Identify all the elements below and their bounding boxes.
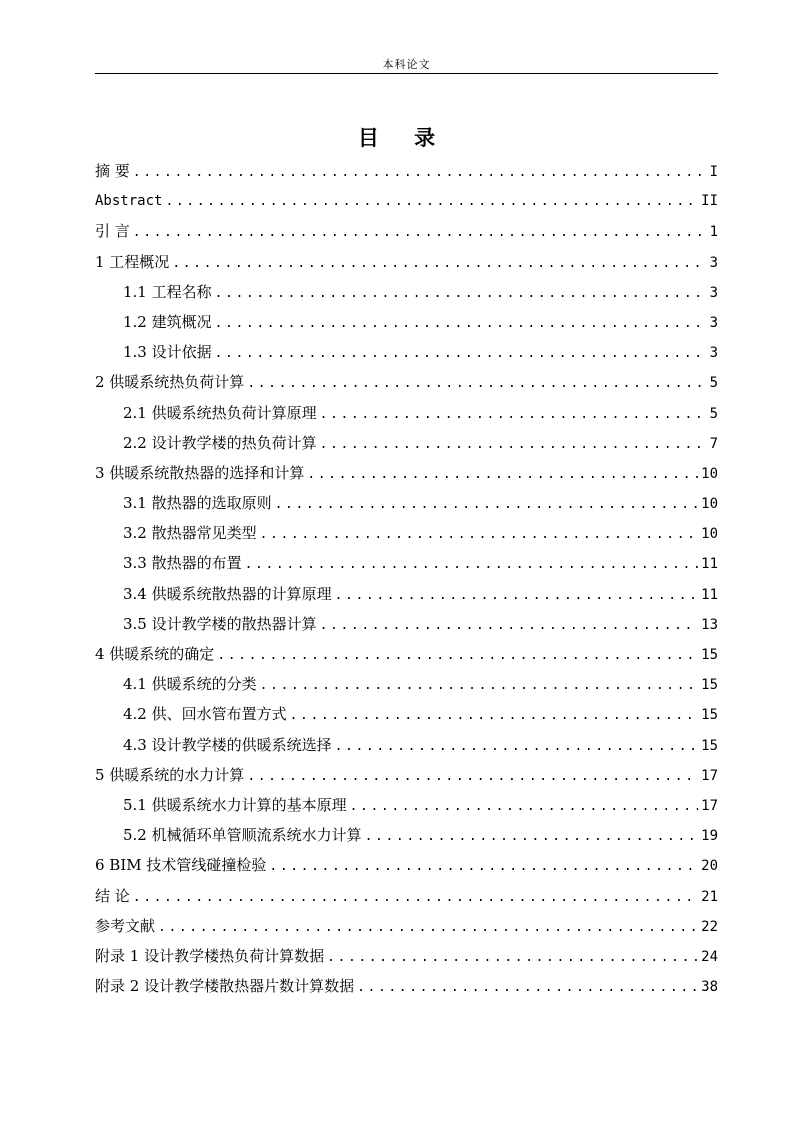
toc-dot-leader [365, 822, 699, 852]
toc-entry-label: 4.2 供、回水管布置方式 [123, 705, 287, 724]
toc-entry-label: 1 工程概况 [95, 252, 170, 271]
toc-dot-leader [335, 732, 699, 762]
toc-entry-label: 4.3 设计教学楼的供暖系统选择 [123, 735, 332, 754]
toc-entry-label: 3.4 供暖系统散热器的计算原理 [123, 584, 332, 603]
toc-entry-label: 6 BIM 技术管线碰撞检验 [95, 856, 267, 875]
toc-entry[interactable] [95, 518, 718, 548]
toc-entry-label: 2 供暖系统热负荷计算 [95, 373, 245, 392]
toc-entry-label: 2.2 设计教学楼的热负荷计算 [123, 433, 317, 452]
toc-entry-page-number: 1 [709, 224, 718, 241]
toc-entry[interactable] [95, 548, 718, 578]
toc-dot-leader [245, 550, 699, 580]
header-divider [95, 73, 718, 74]
toc-entry-page-number: 21 [701, 888, 718, 905]
toc-entry[interactable] [95, 579, 718, 609]
toc-entry-label: 附录 1 设计教学楼热负荷计算数据 [95, 946, 325, 965]
toc-entry-label: 3.5 设计教学楼的散热器计算 [123, 614, 317, 633]
toc-entry-page-number: 3 [709, 284, 718, 301]
toc-dot-leader [357, 973, 698, 1003]
toc-entry-page-number: 15 [701, 647, 718, 663]
toc-entry-page-number: 3 [709, 254, 718, 271]
toc-entry[interactable] [95, 488, 718, 518]
toc-dot-leader [158, 913, 698, 943]
toc-entry[interactable] [95, 367, 718, 397]
toc-dot-leader [350, 792, 699, 822]
toc-entry[interactable] [95, 911, 718, 941]
toc-entry[interactable] [95, 820, 718, 850]
toc-dot-leader [215, 339, 705, 369]
toc-entry-page-number: 10 [701, 465, 718, 482]
toc-entry[interactable] [95, 669, 718, 699]
toc-entry-label: 3.2 散热器常见类型 [123, 524, 257, 543]
toc-entry[interactable] [95, 428, 718, 458]
toc-dot-leader [269, 852, 698, 882]
toc-entry-label: 3.3 散热器的布置 [123, 554, 242, 573]
toc-entry-label: 1.1 工程名称 [123, 282, 212, 301]
toc-dot-leader [133, 883, 698, 913]
toc-entry-page-number: 3 [709, 345, 718, 362]
toc-entry-page-number: 7 [709, 435, 718, 452]
toc-dot-leader [275, 490, 699, 520]
toc-entry-page-number: 38 [701, 979, 718, 996]
toc-entry-label: 5.2 机械循环单管顺流系统水力计算 [123, 826, 362, 845]
toc-dot-leader [247, 762, 698, 792]
toc-entry[interactable] [95, 971, 718, 1001]
toc-entry-label: 5.1 供暖系统水力计算的基本原理 [123, 795, 347, 814]
toc-dot-leader [217, 641, 698, 671]
toc-entry-page-number: 5 [709, 405, 718, 422]
toc-entry-page-number: 22 [701, 918, 718, 935]
toc-entry[interactable] [95, 186, 718, 216]
toc-dot-leader [307, 460, 698, 490]
toc-dot-leader [165, 187, 698, 217]
toc-dot-leader [260, 520, 699, 550]
toc-dot-leader [327, 943, 698, 973]
toc-entry-page-number: 15 [701, 737, 718, 754]
toc-entry-page-number: 10 [701, 526, 718, 543]
running-header: 本科论文 [382, 58, 431, 71]
toc-entry-page-number: 19 [701, 828, 718, 845]
toc-entry[interactable] [95, 337, 718, 367]
toc-entry[interactable] [95, 307, 718, 337]
toc-entry-label: 4 供暖系统的确定 [95, 645, 215, 663]
toc-entry[interactable] [95, 609, 718, 639]
toc-dot-leader [320, 400, 705, 430]
toc-entry-label: 5 供暖系统的水力计算 [95, 765, 245, 784]
toc-entry-page-number: 15 [701, 677, 718, 694]
toc-dot-leader [215, 279, 705, 309]
toc-entry-label: 1.3 设计依据 [123, 343, 212, 362]
toc-entry-page-number: 5 [709, 375, 718, 392]
toc-entry-page-number: 15 [701, 707, 718, 724]
toc-entry-page-number: 13 [701, 616, 718, 633]
toc-entry-page-number: 20 [701, 858, 718, 875]
toc-entry-page-number: 24 [701, 948, 718, 965]
toc-entry-label: 结 论 [95, 886, 130, 905]
toc-entry[interactable] [95, 639, 718, 669]
toc-entry[interactable] [95, 247, 718, 277]
toc-dot-leader [335, 581, 699, 611]
toc-dot-leader [133, 218, 705, 248]
toc-dot-leader [215, 309, 705, 339]
toc-entry-label: 参考文献 [95, 916, 156, 935]
toc-dot-leader [133, 158, 705, 188]
toc-entry[interactable] [95, 941, 718, 971]
toc-entry[interactable] [95, 730, 718, 760]
toc-entry[interactable] [95, 881, 718, 911]
toc-entry[interactable] [95, 850, 718, 880]
toc-entry-page-number: II [701, 193, 718, 210]
toc-entry[interactable] [95, 760, 718, 790]
toc-entry-label: 1.2 建筑概况 [123, 312, 212, 331]
toc-entry-label: Abstract [95, 193, 163, 210]
toc-entry-label: 4.1 供暖系统的分类 [123, 675, 257, 694]
toc-dot-leader [247, 369, 705, 399]
toc-entry[interactable] [95, 156, 718, 186]
toc-entry[interactable] [95, 699, 718, 729]
toc-entry-page-number: 11 [701, 586, 718, 603]
toc-dot-leader [320, 611, 699, 641]
toc-entry-page-number: 17 [701, 767, 718, 784]
toc-entry-label: 摘 要 [95, 162, 130, 180]
toc-entry[interactable] [95, 216, 718, 246]
toc-dot-leader [320, 430, 705, 460]
toc-entry-page-number: 3 [709, 314, 718, 331]
toc-entry-label: 3 供暖系统散热器的选择和计算 [95, 463, 305, 482]
toc-entry-label: 2.1 供暖系统热负荷计算原理 [123, 403, 317, 422]
toc-entry-label: 引 言 [95, 222, 130, 241]
toc-entry-label: 附录 2 设计教学楼散热器片数计算数据 [95, 977, 355, 996]
toc-entry-page-number: I [709, 164, 718, 180]
toc-entry-page-number: 10 [701, 496, 718, 513]
toc-entry[interactable] [95, 790, 718, 820]
toc-entry[interactable] [95, 458, 718, 488]
toc-dot-leader [290, 701, 699, 731]
toc-entry[interactable] [95, 398, 718, 428]
toc-dot-leader [172, 249, 705, 279]
toc-entry-page-number: 17 [701, 797, 718, 814]
toc-entry-page-number: 11 [701, 556, 718, 573]
table-of-contents [95, 156, 718, 1001]
toc-title: 目 录 [357, 125, 450, 150]
toc-entry-label: 3.1 散热器的选取原则 [123, 494, 272, 513]
toc-dot-leader [260, 671, 699, 701]
toc-entry[interactable] [95, 277, 718, 307]
